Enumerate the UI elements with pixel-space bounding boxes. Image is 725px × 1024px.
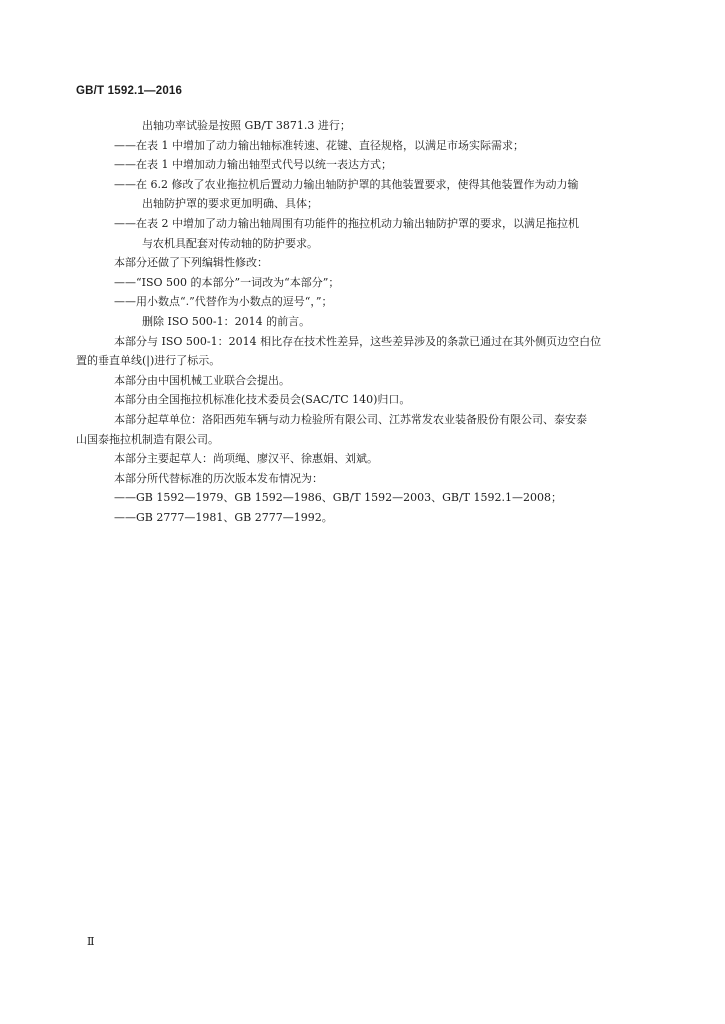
text-line: ——用小数点“.”代替作为小数点的逗号“，”； [114, 295, 333, 309]
text-line: ——在 6.2 修改了农业拖拉机后置动力输出轴防护罩的其他装置要求，使得其他装置作为动力输 [114, 177, 579, 191]
text-line: ——在表 2 中增加了动力输出轴周围有功能件的拖拉机动力输出轴防护罩的要求，以满足拖拉机 [114, 216, 579, 230]
text-line: ——在表 1 中增加了动力输出轴标准转速、花键、直径规格，以满足市场实际需求； [114, 138, 524, 152]
text-line: 删除 ISO 500-1：2014 的前言。 [142, 314, 311, 328]
text-line: ——“ISO 500 的本部分”一词改为“本部分”； [114, 275, 340, 289]
text-line: 本部分所代替标准的历次版本发布情况为： [114, 471, 323, 485]
text-line: 本部分还做了下列编辑性修改： [114, 256, 268, 270]
text-line: 本部分主要起草人：尚项绳、廖汉平、徐惠娟、刘斌。 [114, 452, 378, 466]
text-line: 与农机具配套对传动轴的防护要求。 [142, 236, 318, 250]
text-line: 山国泰拖拉机制造有限公司。 [76, 432, 219, 446]
text-line: 本部分由中国机械工业联合会提出。 [114, 373, 290, 387]
text-line: ——在表 1 中增加动力输出轴型式代号以统一表达方式； [114, 158, 392, 172]
text-line: 本部分由全国拖拉机标准化技术委员会(SAC/TC 140)归口。 [114, 393, 411, 407]
text-line: ——GB 1592—1979、GB 1592—1986、GB/T 1592—2003、GB/T 1592.1—2008； [114, 491, 563, 505]
document-code-header: GB/T 1592.1—2016 [76, 85, 183, 97]
text-line: ——GB 2777—1981、GB 2777—1992。 [114, 510, 333, 524]
page-number: Ⅱ [87, 935, 95, 948]
text-line: 出轴功率试验是按照 GB/T 3871.3 进行； [142, 119, 351, 132]
text-line: 置的垂直单线(|)进行了标示。 [76, 354, 221, 368]
foreword-body [76, 116, 654, 527]
text-line: 本部分起草单位：洛阳西苑车辆与动力检验所有限公司、江苏常发农业装备股份有限公司、泰安泰 [114, 412, 587, 426]
text-line: 出轴防护罩的要求更加明确、具体； [142, 197, 318, 211]
text-line: 本部分与 ISO 500-1：2014 相比存在技术性差异，这些差异涉及的条款已通过在其外侧页边空白位 [114, 334, 602, 348]
